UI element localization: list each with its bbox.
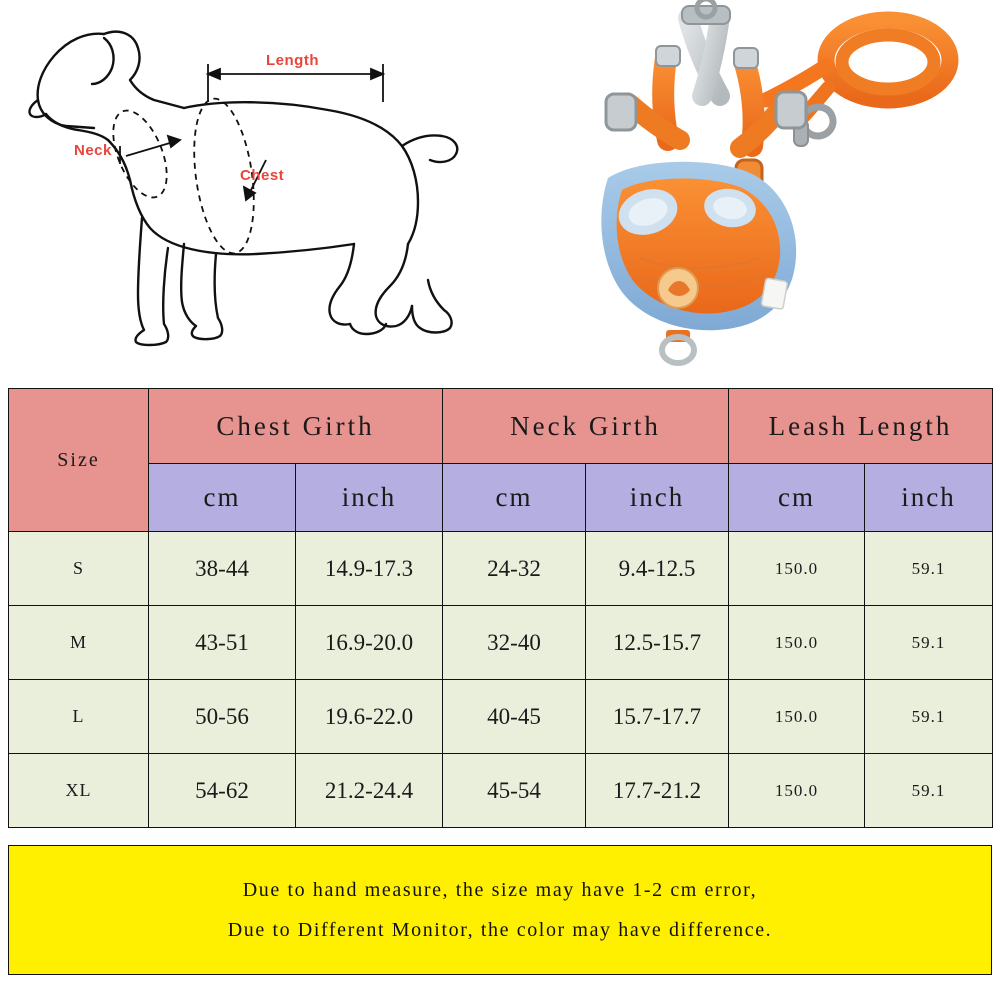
cell-neck-cm: 32-40 bbox=[443, 606, 586, 680]
cell-chest-inch: 16.9-20.0 bbox=[296, 606, 443, 680]
table-row bbox=[9, 606, 993, 680]
cell-neck-cm: 45-54 bbox=[443, 754, 586, 828]
table-group-header-row bbox=[9, 389, 993, 464]
cell-size: S bbox=[9, 532, 149, 606]
disclaimer-line-2: Due to Different Monitor, the color may have difference. bbox=[227, 919, 773, 941]
size-table-wrap bbox=[8, 388, 992, 828]
table-row bbox=[9, 680, 993, 754]
cell-neck-cm: 24-32 bbox=[443, 532, 586, 606]
cell-neck-cm: 40-45 bbox=[443, 680, 586, 754]
cell-size: L bbox=[9, 680, 149, 754]
harness-illustration-svg bbox=[570, 0, 990, 378]
table-row bbox=[9, 532, 993, 606]
cell-neck-inch: 15.7-17.7 bbox=[586, 680, 729, 754]
unit-leash-cm: cm bbox=[729, 464, 865, 532]
cell-leash-cm: 150.0 bbox=[729, 532, 865, 606]
table-row bbox=[9, 754, 993, 828]
header-size: Size bbox=[9, 389, 149, 532]
cell-leash-inch: 59.1 bbox=[865, 754, 993, 828]
dog-measurement-diagram bbox=[8, 4, 508, 374]
header-neck-girth: Neck Girth bbox=[443, 389, 729, 464]
cell-leash-inch: 59.1 bbox=[865, 606, 993, 680]
cell-chest-cm: 43-51 bbox=[149, 606, 296, 680]
disclaimer-line-1: Due to hand measure, the size may have 1-2 cm error, bbox=[242, 879, 758, 901]
cell-neck-inch: 12.5-15.7 bbox=[586, 606, 729, 680]
header-leash-length: Leash Length bbox=[729, 389, 993, 464]
cell-neck-inch: 9.4-12.5 bbox=[586, 532, 729, 606]
cell-leash-cm: 150.0 bbox=[729, 606, 865, 680]
cell-chest-inch: 19.6-22.0 bbox=[296, 680, 443, 754]
cell-chest-cm: 50-56 bbox=[149, 680, 296, 754]
illustration-area bbox=[0, 0, 1000, 378]
label-chest: Chest bbox=[240, 167, 285, 184]
cell-leash-cm: 150.0 bbox=[729, 754, 865, 828]
table-unit-header-row bbox=[9, 464, 993, 532]
label-neck: Neck bbox=[74, 142, 112, 159]
product-photo bbox=[570, 0, 990, 378]
disclaimer-banner bbox=[8, 845, 992, 975]
cell-chest-inch: 14.9-17.3 bbox=[296, 532, 443, 606]
cell-neck-inch: 17.7-21.2 bbox=[586, 754, 729, 828]
unit-neck-inch: inch bbox=[586, 464, 729, 532]
cell-size: M bbox=[9, 606, 149, 680]
label-length: Length bbox=[266, 52, 319, 69]
cell-leash-inch: 59.1 bbox=[865, 532, 993, 606]
cell-chest-cm: 54-62 bbox=[149, 754, 296, 828]
cell-leash-inch: 59.1 bbox=[865, 680, 993, 754]
header-chest-girth: Chest Girth bbox=[149, 389, 443, 464]
unit-chest-cm: cm bbox=[149, 464, 296, 532]
cell-size: XL bbox=[9, 754, 149, 828]
cell-chest-cm: 38-44 bbox=[149, 532, 296, 606]
cell-leash-cm: 150.0 bbox=[729, 680, 865, 754]
size-table bbox=[8, 388, 993, 828]
unit-leash-inch: inch bbox=[865, 464, 993, 532]
dog-outline-svg bbox=[8, 4, 508, 374]
unit-neck-cm: cm bbox=[443, 464, 586, 532]
cell-chest-inch: 21.2-24.4 bbox=[296, 754, 443, 828]
unit-chest-inch: inch bbox=[296, 464, 443, 532]
